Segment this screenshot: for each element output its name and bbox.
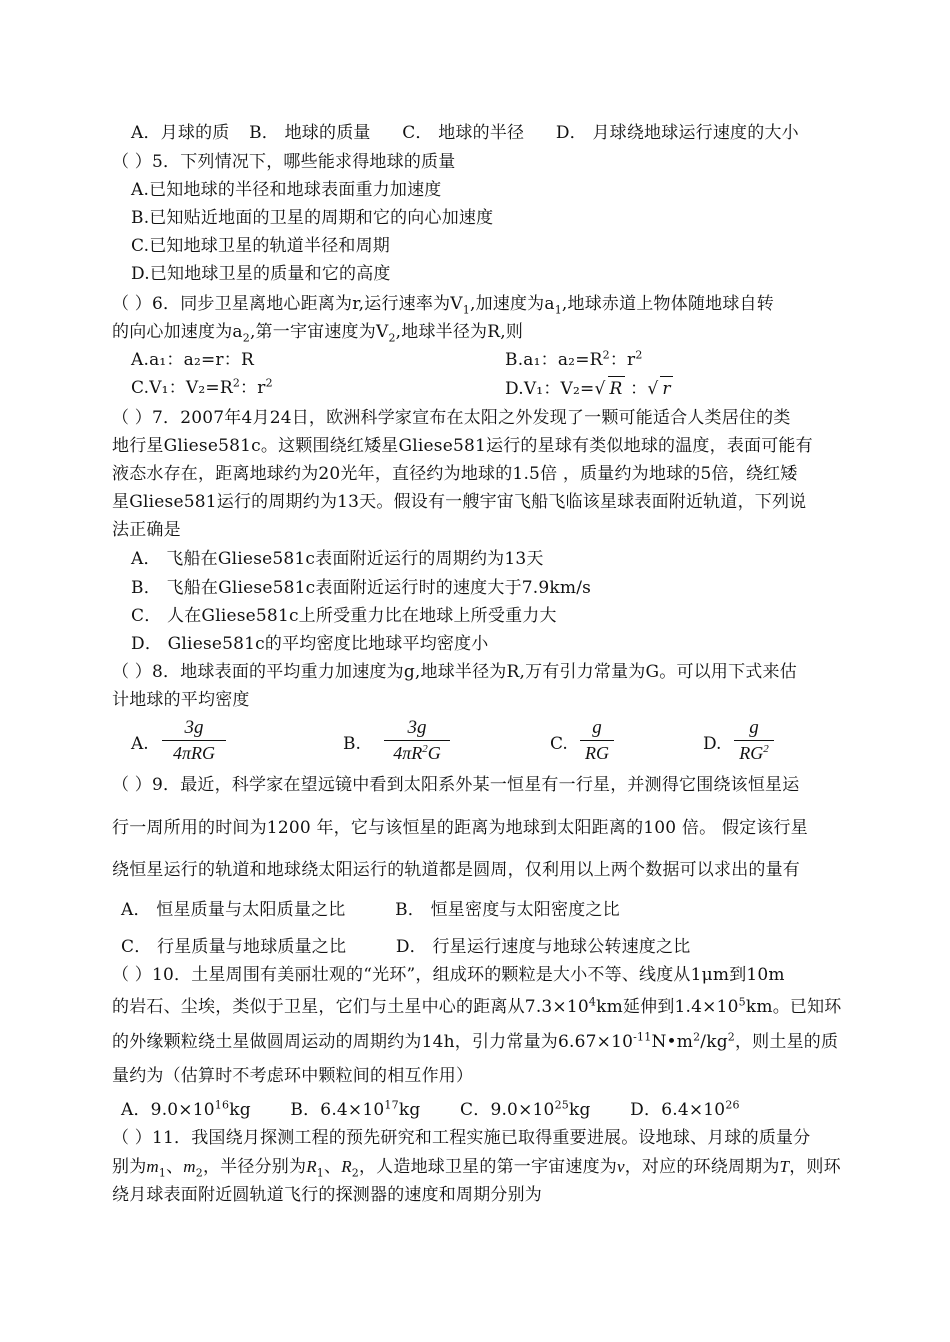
q10-sup: 4 — [588, 995, 597, 1009]
q11-text: ，则环 — [789, 1157, 841, 1177]
q11-sub: 1 — [316, 1166, 324, 1180]
q8-option-a-label: A. — [131, 734, 149, 754]
fraction-denominator — [384, 742, 450, 764]
q6-stem-text: （ ）6．同步卫星离地心距离为r,运行速率为V — [112, 294, 463, 314]
q11-text: ，对应的环绕周期为 — [624, 1157, 780, 1177]
q9-options-row1 — [121, 898, 620, 922]
q6-stem-text: ,加速度为a — [469, 294, 555, 314]
q10-text: 的外缘颗粒绕土星做圆周运动的周期约为14h，引力常量为6.67×10 — [112, 1032, 634, 1052]
q6-c-sup: 2 — [265, 376, 273, 390]
q10-sup: -11 — [633, 1030, 652, 1044]
q6-b-text: ：r — [609, 350, 636, 370]
q11-sub: 1 — [158, 1166, 167, 1180]
q8-option-c-label: C. — [550, 734, 568, 754]
q7-line1: （ ）7．2007年4月24日，欧洲科学家宣布在太阳之外发现了一颗可能适合人类居住的类 — [112, 408, 791, 428]
fraction-denominator: 4πRG — [172, 743, 215, 763]
fraction-numerator: 3g — [407, 717, 427, 738]
q6-sub: 2 — [242, 331, 250, 345]
q10-line2 — [112, 995, 842, 1019]
q10-sup: 5 — [738, 995, 746, 1009]
q4-options — [131, 121, 799, 145]
q9-option-a: A． 恒星质量与太阳质量之比 — [121, 900, 346, 920]
q6-stem-text: ,地球赤道上物体随地球自转 — [561, 294, 774, 314]
q6-d-radicand: R — [608, 376, 625, 401]
q6-stem-line2 — [112, 320, 523, 344]
q10-line1: （ ）10．土星周围有美丽壮观的“光环”，组成环的颗粒是大小不等、线度从1μm到10m — [112, 965, 785, 985]
q6-stem-text: ,第一宇宙速度为V — [249, 322, 389, 342]
fraction-bar — [580, 740, 614, 741]
fraction-denominator: RG — [585, 743, 609, 763]
q6-sub: 1 — [462, 303, 470, 317]
q10-option-d — [630, 1100, 740, 1120]
q11-var: R — [306, 1157, 317, 1176]
q4-option-d: D． 月球绕地球运行速度的大小 — [555, 123, 799, 143]
q9-line1: （ ）9．最近，科学家在望远镜中看到太阳系外某一恒星有一行星，并测得它围绕该恒星运 — [112, 775, 800, 795]
fraction-numerator: 3g — [184, 717, 204, 738]
q6-option-b — [505, 348, 643, 372]
q11-text: ，人造地球卫星的第一宇宙速度为 — [358, 1157, 617, 1177]
q10-option-c — [460, 1100, 591, 1120]
q11-var: v — [616, 1157, 625, 1176]
q11-sub: 2 — [195, 1166, 203, 1180]
q10-text: ，则土星的质 — [734, 1032, 839, 1052]
q10-sup: 2 — [727, 1030, 735, 1044]
den-sup: 2 — [422, 743, 428, 755]
q10-opt-text: C．9.0×10 — [460, 1100, 555, 1120]
q11-line1: （ ）11．我国绕月探测工程的预先研究和工程实施已取得重要进展。设地球、月球的质量分 — [112, 1128, 811, 1148]
q6-sub: 2 — [388, 331, 396, 345]
q11-text: 、 — [323, 1157, 342, 1177]
q9-line2: 行一周所用的时间为1200 年，它与该恒星的距离为地球到太阳距离的100 倍。 假定该行星 — [112, 818, 808, 838]
q8-option-a-fraction — [162, 717, 226, 764]
q11-var: m — [183, 1157, 196, 1176]
q5-option-b: B.已知贴近地面的卫星的周期和它的向心加速度 — [131, 208, 494, 228]
den-text: RG — [739, 743, 764, 763]
q10-opt-text: A．9.0×10 — [121, 1100, 215, 1120]
q11-line3: 绕月球表面附近圆轨道飞行的探测器的速度和周期分别为 — [112, 1185, 542, 1205]
q5-option-d: D.已知地球卫星的质量和它的高度 — [131, 264, 391, 284]
q10-opt-text: kg — [229, 1100, 251, 1120]
q11-var: T — [779, 1157, 790, 1176]
q10-opt-sup: 16 — [214, 1098, 230, 1112]
q10-opt-text: D．6.4×10 — [630, 1100, 726, 1120]
q11-text: 、 — [166, 1157, 184, 1177]
q10-option-b — [290, 1100, 420, 1120]
q10-text: /kg — [700, 1032, 728, 1052]
q4-option-c: C． 地球的半径 — [402, 123, 525, 143]
fraction-bar — [734, 740, 774, 741]
fraction-numerator: g — [592, 717, 602, 738]
fraction-numerator: g — [749, 717, 759, 738]
den-sup: 2 — [763, 743, 769, 755]
q10-text: km。已知环 — [745, 997, 842, 1017]
q6-stem-text: 的向心加速度为a — [112, 322, 243, 342]
q8-option-d-label: D. — [703, 734, 722, 754]
q9-line3: 绕恒星运行的轨道和地球绕太阳运行的轨道都是圆周，仅利用以上两个数据可以求出的量有 — [112, 860, 800, 880]
sqrt-sign: √ — [647, 379, 659, 399]
q6-option-d — [505, 376, 673, 401]
fraction-denominator — [734, 742, 774, 764]
q6-b-text: B.a₁：a₂=R — [505, 350, 603, 370]
q11-text: ，半径分别为 — [202, 1157, 307, 1177]
q10-text: N•m — [651, 1032, 694, 1052]
q11-sub: 2 — [351, 1166, 359, 1180]
q10-option-a — [121, 1100, 251, 1120]
q6-stem-text: ,地球半径为R,则 — [395, 322, 524, 342]
q8-option-c-fraction — [580, 717, 614, 764]
q6-option-c — [131, 376, 273, 400]
q8-option-b-fraction — [384, 717, 450, 764]
q9-option-c: C． 行星质量与地球质量之比 — [121, 937, 347, 957]
q10-options — [121, 1098, 740, 1122]
q11-var: R — [341, 1157, 352, 1176]
q7-line3: 液态水存在，距离地球约为20光年，直径约为地球的1.5倍 ，质量约为地球的5倍，绕红矮 — [112, 464, 798, 484]
q10-text: 的岩石、尘埃，类似于卫星，它们与土星中心的距离从7.3×10 — [112, 997, 589, 1017]
q6-c-sup: 2 — [232, 376, 241, 390]
q6-d-text: D.V₁：V₂= — [505, 379, 595, 399]
den-text: G — [427, 743, 441, 763]
q10-sup: 2 — [693, 1030, 701, 1044]
q6-c-text: ：r — [240, 378, 266, 398]
q11-text: 别为 — [112, 1157, 147, 1177]
q6-d-text: ： — [624, 379, 648, 399]
fraction-bar — [162, 740, 226, 741]
q5-option-c: C.已知地球卫星的轨道半径和周期 — [131, 236, 391, 256]
q8-line1: （ ）8．地球表面的平均重力加速度为g,地球半径为R,万有引力常量为G。可以用下式来估 — [112, 662, 797, 682]
q8-option-d-fraction — [734, 717, 774, 764]
q8-option-b-label: B. — [343, 734, 361, 754]
q11-line2 — [112, 1155, 841, 1179]
q11-var: m — [146, 1157, 159, 1176]
q6-b-sup: 2 — [602, 348, 610, 362]
q5-stem: （ ）5．下列情况下，哪些能求得地球的质量 — [112, 152, 456, 172]
q5-option-a: A.已知地球的半径和地球表面重力加速度 — [131, 180, 442, 200]
q7-option-b: B． 飞船在Gliese581c表面附近运行时的速度大于7.9km/s — [131, 578, 592, 598]
q10-opt-text: kg — [398, 1100, 421, 1120]
q10-line3 — [112, 1030, 838, 1054]
q7-line4: 星Gliese581运行的周期约为13天。假设有一艘宇宙飞船飞临该星球表面附近轨道，下列说 — [112, 492, 807, 512]
q6-c-text: C.V₁：V₂=R — [131, 378, 233, 398]
q7-option-c: C． 人在Gliese581c上所受重力比在地球上所受重力大 — [131, 606, 557, 626]
q6-b-sup: 2 — [635, 348, 643, 362]
q10-opt-sup: 25 — [554, 1098, 569, 1112]
q9-option-b: B． 恒星密度与太阳密度之比 — [395, 900, 620, 920]
q10-line4: 量约为（估算时不考虑环中颗粒间的相互作用） — [112, 1066, 474, 1086]
q6-sub: 1 — [554, 303, 562, 317]
q8-line2: 计地球的平均密度 — [112, 690, 250, 710]
sqrt-sign: √ — [594, 379, 606, 399]
q10-opt-sup: 26 — [725, 1098, 740, 1112]
q10-opt-text: B．6.4×10 — [290, 1100, 385, 1120]
q10-opt-text: kg — [568, 1100, 591, 1120]
q9-option-d: D． 行星运行速度与地球公转速度之比 — [395, 937, 691, 957]
q7-option-a: A． 飞船在Gliese581c表面附近运行的周期约为13天 — [131, 549, 544, 569]
fraction-bar — [384, 740, 450, 741]
q10-opt-sup: 17 — [384, 1098, 399, 1112]
q7-option-d: D． Gliese581c的平均密度比地球平均密度小 — [131, 634, 489, 654]
q7-line5: 法正确是 — [112, 520, 181, 540]
q4-option-b: B． 地球的质量 — [249, 123, 371, 143]
q6-option-a: A.a₁：a₂=r：R — [131, 350, 254, 370]
q4-option-a: A．月球的质 — [131, 123, 230, 143]
q9-options-row2 — [121, 935, 690, 959]
q6-stem-line1 — [112, 292, 774, 316]
q6-d-radicand: r — [660, 376, 672, 401]
den-text: 4πR — [393, 743, 423, 763]
q7-line2: 地行星Gliese581c。这颗围绕红矮星Gliese581运行的星球有类似地球的温度，表面可能有 — [112, 436, 813, 456]
q10-text: km延伸到1.4×10 — [596, 997, 739, 1017]
